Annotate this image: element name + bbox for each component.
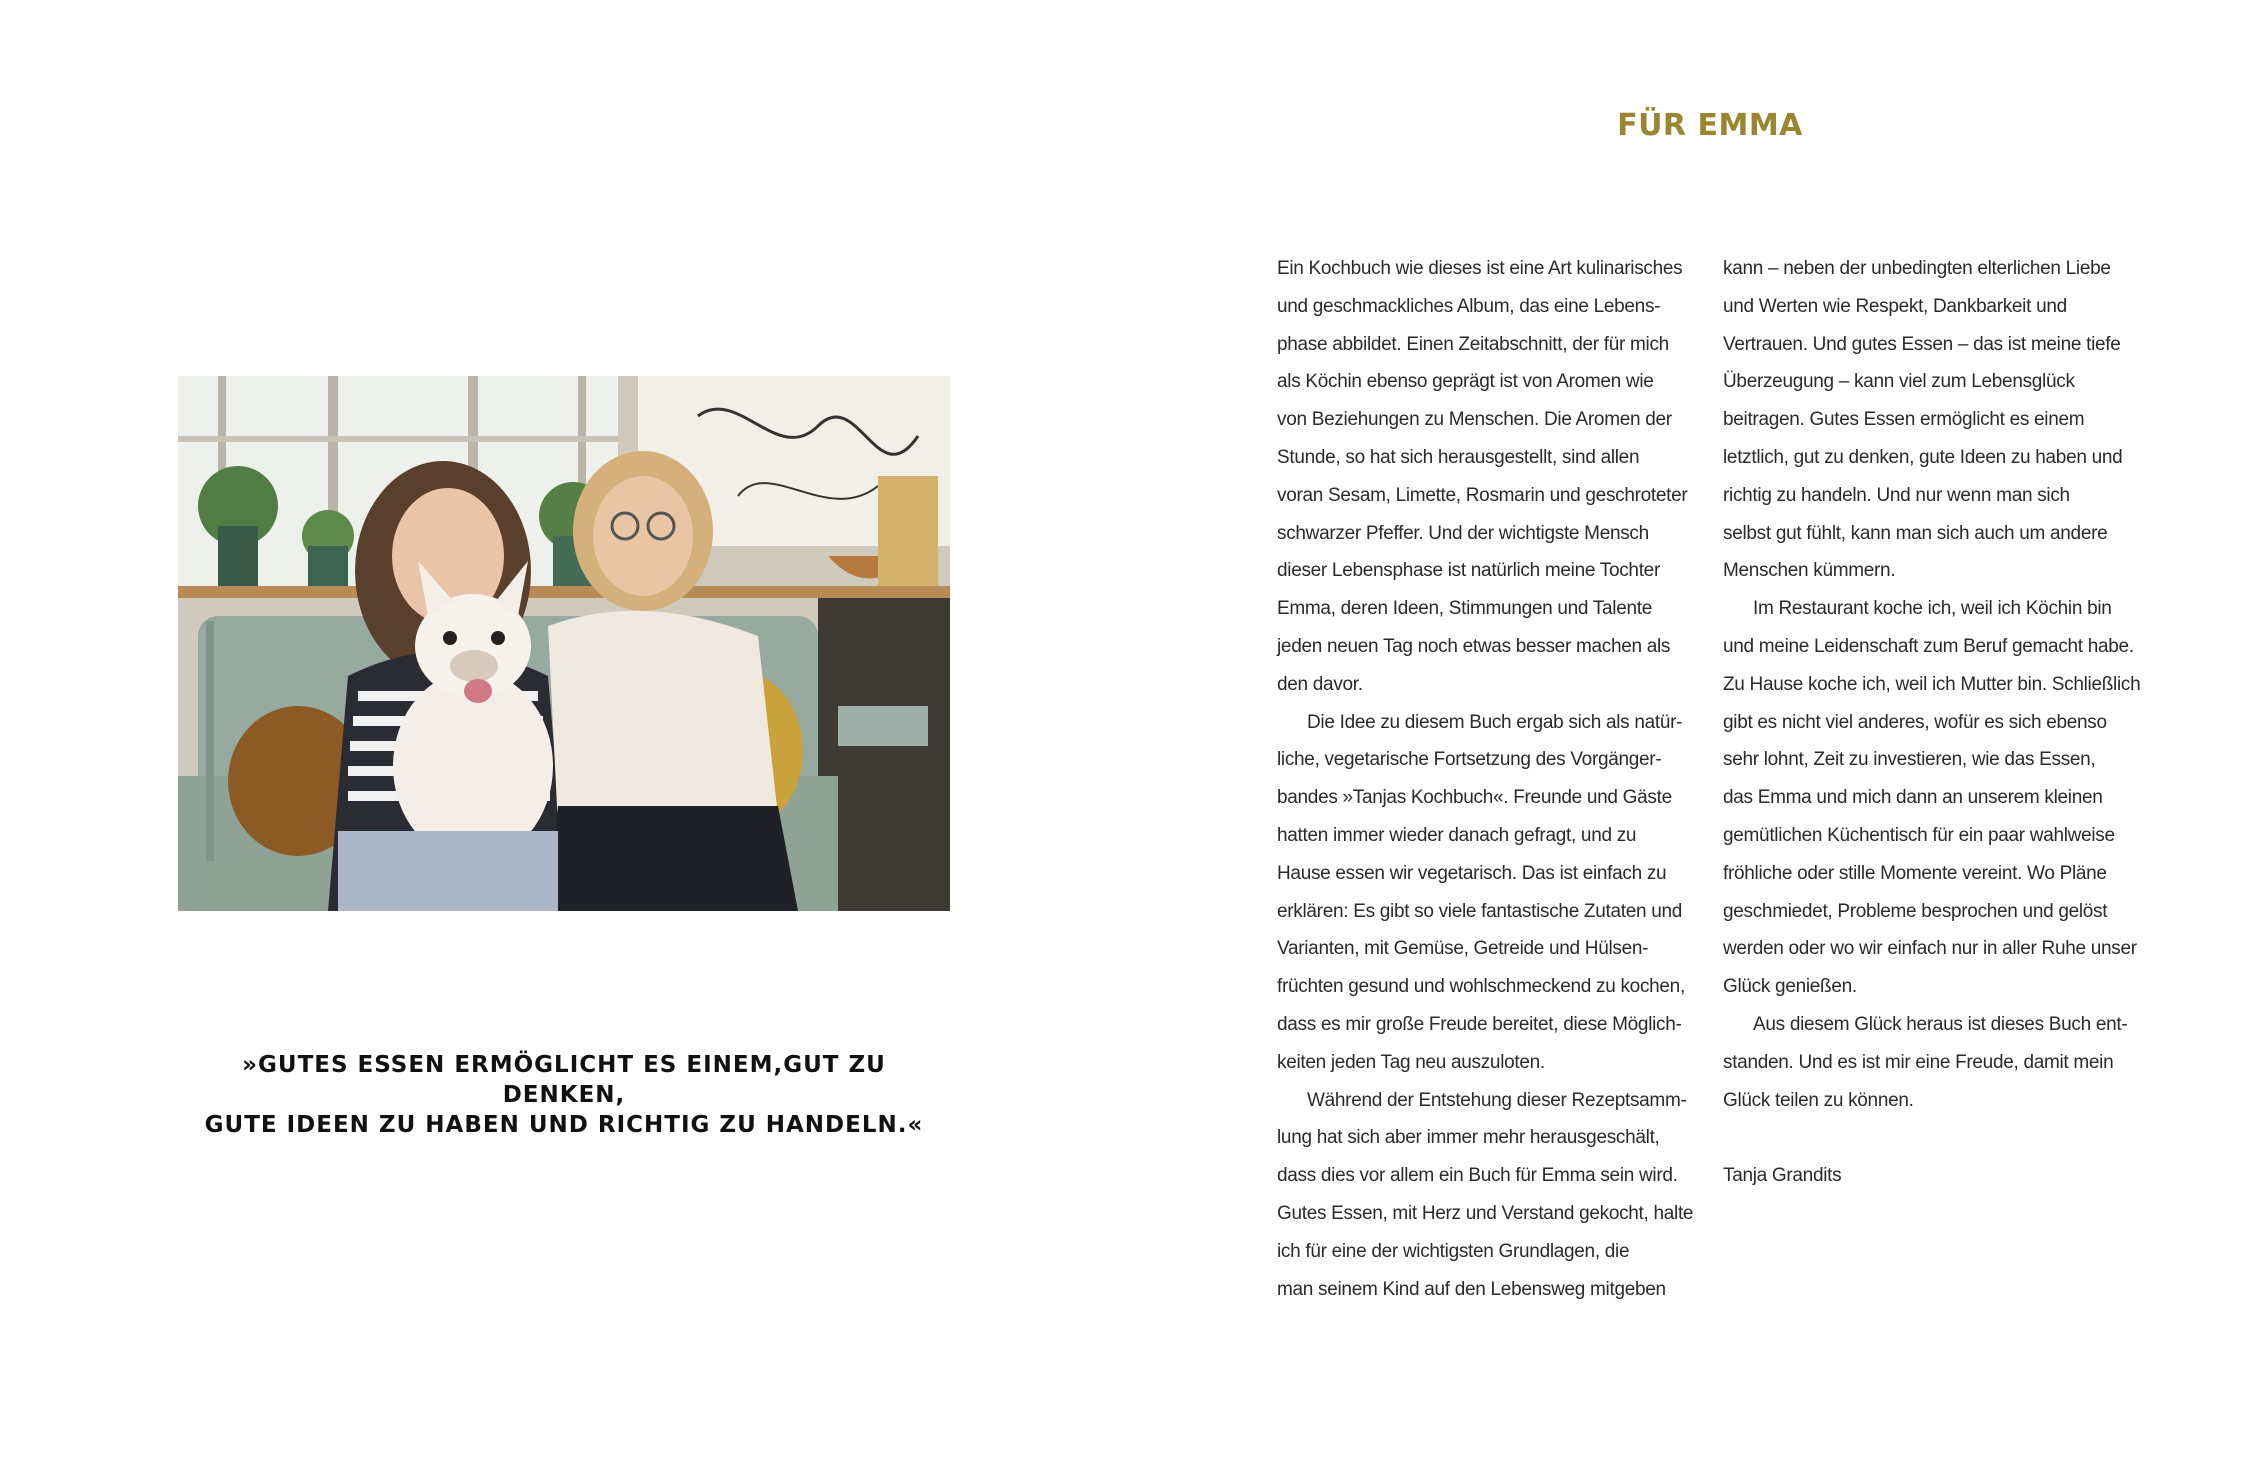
photo-mother-daughter-dog xyxy=(178,376,950,911)
text-line: fröhliche oder stille Momente vereint. Wo Pläne xyxy=(1723,862,2107,884)
text-line: bandes »Tanjas Kochbuch«. Freunde und Gäste xyxy=(1277,787,1672,809)
text-line: Während der Entstehung dieser Rezeptsamm- xyxy=(1307,1089,1687,1111)
text-line: Stunde, so hat sich herausgestellt, sind allen xyxy=(1277,446,1640,468)
text-line: Im Restaurant koche ich, weil ich Köchin bin xyxy=(1753,598,2112,620)
text-line: werden oder wo wir einfach nur in aller Ruhe unser xyxy=(1723,938,2137,960)
text-line: Die Idee zu diesem Buch ergab sich als natür- xyxy=(1307,711,1683,733)
text-line: den davor. xyxy=(1277,673,1363,695)
text-line: und meine Leidenschaft zum Beruf gemacht habe. xyxy=(1723,635,2134,657)
text-line: Zu Hause koche ich, weil ich Mutter bin. Schließlich xyxy=(1723,673,2141,695)
text-line: Emma, deren Ideen, Stimmungen und Talente xyxy=(1277,598,1652,620)
text-line: jeden neuen Tag noch etwas besser machen als xyxy=(1277,635,1671,657)
text-line: phase abbildet. Einen Zeitabschnitt, der für mich xyxy=(1277,333,1669,355)
text-line: man seinem Kind auf den Lebensweg mitgeben xyxy=(1277,1278,1666,1300)
text-line: schwarzer Pfeffer. Und der wichtigste Mensch xyxy=(1277,522,1649,544)
text-line: standen. Und es ist mir eine Freude, damit mein xyxy=(1723,1051,2114,1073)
text-line: dass dies vor allem ein Buch für Emma sein wird. xyxy=(1277,1165,1678,1187)
text-column-left xyxy=(1277,250,1707,1308)
text-line: ich für eine der wichtigsten Grundlagen, die xyxy=(1277,1240,1630,1262)
text-line: Vertrauen. Und gutes Essen – das ist meine tiefe xyxy=(1723,333,2121,355)
text-line: keiten jeden Tag neu auszuloten. xyxy=(1277,1051,1545,1073)
text-line: gibt es nicht viel anderes, wofür es sich ebenso xyxy=(1723,711,2107,733)
text-line: gemütlichen Küchentisch für ein paar wahlweise xyxy=(1723,824,2115,846)
text-line: und geschmackliches Album, das eine Lebens- xyxy=(1277,295,1661,317)
chapter-title: FÜR EMMA xyxy=(1617,108,1803,143)
text-line: liche, vegetarische Fortsetzung des Vorgänger- xyxy=(1277,749,1662,771)
text-line: Überzeugung – kann viel zum Lebensglück xyxy=(1723,371,2075,393)
text-line: sehr lohnt, Zeit zu investieren, wie das Essen, xyxy=(1723,749,2096,771)
text-line: voran Sesam, Limette, Rosmarin und geschroteter xyxy=(1277,484,1688,506)
text-line: Glück genießen. xyxy=(1723,976,1857,998)
text-line: Glück teilen zu können. xyxy=(1723,1089,1914,1111)
text-line: geschmiedet, Probleme besprochen und gelöst xyxy=(1723,900,2108,922)
pull-quote-line-2: GUTE IDEEN ZU HABEN UND RICHTIG ZU HANDELN.« xyxy=(204,1112,924,1138)
text-line: kann – neben der unbedingten elterlichen Liebe xyxy=(1723,258,2111,279)
text-line: Gutes Essen, mit Herz und Verstand gekocht, halte xyxy=(1277,1202,1694,1224)
text-line: von Beziehungen zu Menschen. Die Aromen der xyxy=(1277,409,1672,431)
photo-illustration xyxy=(178,376,950,911)
pull-quote xyxy=(178,1050,950,1140)
text-line: das Emma und mich dann an unserem kleinen xyxy=(1723,787,2103,809)
text-line: selbst gut fühlt, kann man sich auch um andere xyxy=(1723,522,2108,544)
text-line: als Köchin ebenso geprägt ist von Aromen wie xyxy=(1277,371,1654,393)
text-line: letztlich, gut zu denken, gute Ideen zu haben und xyxy=(1723,446,2123,468)
text-line: Aus diesem Glück heraus ist dieses Buch ent- xyxy=(1753,1013,2128,1035)
text-column-right xyxy=(1723,250,2163,1195)
text-line: und Werten wie Respekt, Dankbarkeit und xyxy=(1723,295,2067,317)
blank-line xyxy=(1723,1119,2163,1157)
author-signature: Tanja Grandits xyxy=(1723,1165,1842,1187)
text-line: früchten gesund und wohlschmeckend zu kochen, xyxy=(1277,976,1685,998)
pull-quote-line-1: »GUTES ESSEN ERMÖGLICHT ES EINEM,GUT ZU DENKEN, xyxy=(242,1052,886,1108)
text-line: erklären: Es gibt so viele fantastische Zutaten und xyxy=(1277,900,1683,922)
text-line: dieser Lebensphase ist natürlich meine Tochter xyxy=(1277,560,1660,582)
text-line: richtig zu handeln. Und nur wenn man sich xyxy=(1723,484,2070,506)
text-line: beitragen. Gutes Essen ermöglicht es einem xyxy=(1723,409,2085,431)
text-line: Menschen kümmern. xyxy=(1723,560,1896,582)
text-line: Hause essen wir vegetarisch. Das ist einfach zu xyxy=(1277,862,1667,884)
text-line: lung hat sich aber immer mehr herausgeschält, xyxy=(1277,1127,1660,1149)
text-line: dass es mir große Freude bereitet, diese Möglich- xyxy=(1277,1013,1682,1035)
text-line: hatten immer wieder danach gefragt, und zu xyxy=(1277,824,1637,846)
text-line: Ein Kochbuch wie dieses ist eine Art kulinarisches xyxy=(1277,258,1683,279)
text-line: Varianten, mit Gemüse, Getreide und Hülsen- xyxy=(1277,938,1649,960)
